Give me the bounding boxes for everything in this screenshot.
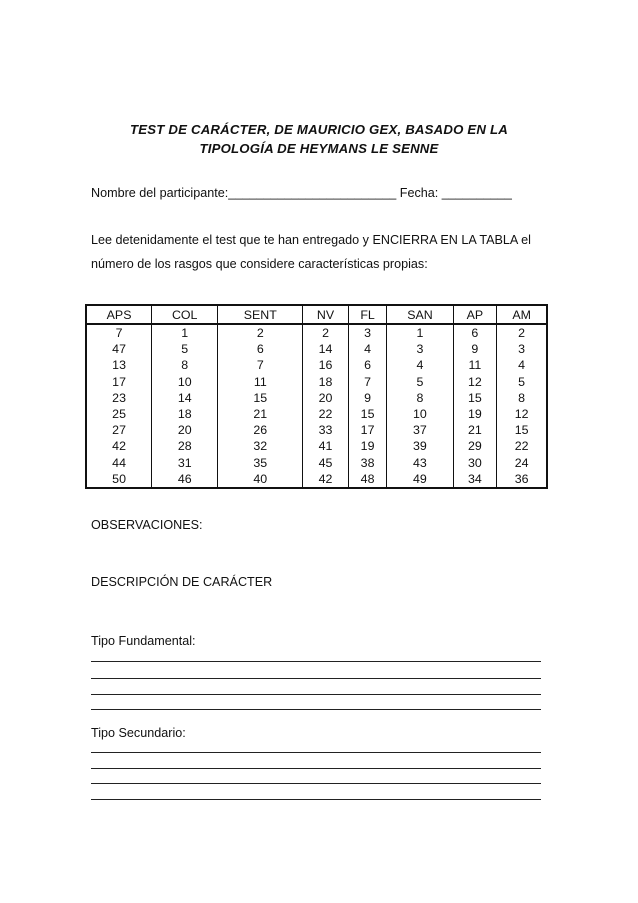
table-cell[interactable]: 2	[218, 324, 303, 341]
instruction-line-1: Lee detenidamente el test que te han entregado y ENCIERRA EN LA TABLA el	[91, 233, 531, 247]
table-cell[interactable]: 25	[112, 407, 126, 422]
table-cell[interactable]: 3	[497, 341, 547, 357]
table-cell[interactable]: 34	[453, 471, 497, 488]
table-cell[interactable]: 32	[218, 438, 303, 454]
table-cell[interactable]: 2	[497, 324, 547, 341]
table-cell[interactable]: 11	[453, 357, 497, 373]
table-cell[interactable]: 27	[112, 423, 126, 438]
table-cell[interactable]: 15	[218, 390, 303, 406]
table-cell[interactable]: 18	[303, 374, 348, 390]
answer-line[interactable]	[91, 783, 541, 784]
table-cell[interactable]: 38	[348, 455, 387, 471]
table-cell[interactable]: 33	[303, 422, 348, 438]
table-cell[interactable]: 14	[152, 390, 218, 406]
character-description-label: DESCRIPCIÓN DE CARÁCTER	[91, 575, 273, 589]
table-cell[interactable]: 20	[152, 422, 218, 438]
table-cell[interactable]: 23	[112, 390, 126, 405]
table-cell[interactable]: 18	[152, 406, 218, 422]
table-cell[interactable]: 6	[453, 324, 497, 341]
table-row	[86, 471, 547, 488]
table-row	[86, 455, 547, 471]
table-cell[interactable]: 9	[453, 341, 497, 357]
table-cell[interactable]: 50	[112, 471, 126, 486]
table-cell[interactable]: 44	[112, 455, 126, 470]
answer-line[interactable]	[91, 661, 541, 662]
table-cell[interactable]: 8	[497, 390, 547, 406]
table-cell[interactable]: 17	[348, 422, 387, 438]
answer-line[interactable]	[91, 768, 541, 769]
table-cell[interactable]: 1	[387, 324, 453, 341]
table-cell[interactable]: 10	[387, 406, 453, 422]
table-cell[interactable]: 21	[453, 422, 497, 438]
table-cell[interactable]: 48	[348, 471, 387, 488]
table-row	[86, 438, 547, 454]
table-cell[interactable]: 7	[218, 357, 303, 373]
table-cell[interactable]: 10	[152, 374, 218, 390]
table-cell[interactable]: 3	[387, 341, 453, 357]
table-cell[interactable]: 26	[218, 422, 303, 438]
table-cell[interactable]: 47	[112, 342, 126, 357]
table-cell[interactable]: 1	[152, 324, 218, 341]
table-cell[interactable]: 22	[497, 438, 547, 454]
table-header-row	[86, 305, 547, 324]
table-cell[interactable]: 28	[152, 438, 218, 454]
table-cell[interactable]: 40	[218, 471, 303, 488]
participant-name-date-line: Nombre del participante:________________________ Fecha: __________	[91, 186, 512, 200]
table-cell[interactable]: 6	[348, 357, 387, 373]
table-cell[interactable]: 15	[453, 390, 497, 406]
table-cell[interactable]: 49	[387, 471, 453, 488]
observations-label: OBSERVACIONES:	[91, 518, 203, 532]
table-cell[interactable]: 7	[115, 326, 123, 341]
table-cell[interactable]: 5	[497, 374, 547, 390]
column-header: SENT	[218, 305, 303, 324]
table-cell[interactable]: 4	[387, 357, 453, 373]
table-cell[interactable]: 15	[497, 422, 547, 438]
table-cell[interactable]: 37	[387, 422, 453, 438]
table-cell[interactable]: 12	[453, 374, 497, 390]
table-cell[interactable]: 5	[387, 374, 453, 390]
table-cell[interactable]: 39	[387, 438, 453, 454]
table-cell[interactable]: 4	[497, 357, 547, 373]
table-cell[interactable]: 5	[152, 341, 218, 357]
instruction-line-2: número de los rasgos que considere características propias:	[91, 257, 428, 271]
column-header: AP	[453, 305, 497, 324]
secondary-type-label: Tipo Secundario:	[91, 726, 186, 740]
table-cell[interactable]: 19	[453, 406, 497, 422]
table-row	[86, 374, 547, 390]
traits-table	[85, 304, 548, 489]
table-cell[interactable]: 24	[497, 455, 547, 471]
table-cell[interactable]: 20	[303, 390, 348, 406]
table-cell[interactable]: 35	[218, 455, 303, 471]
answer-line[interactable]	[91, 752, 541, 753]
table-cell[interactable]: 12	[497, 406, 547, 422]
table-row	[86, 406, 547, 422]
table-cell[interactable]: 8	[152, 357, 218, 373]
table-cell[interactable]: 31	[152, 455, 218, 471]
document-title	[90, 120, 548, 158]
table-cell[interactable]: 8	[387, 390, 453, 406]
answer-line[interactable]	[91, 678, 541, 679]
title-line-2: TIPOLOGÍA DE HEYMANS LE SENNE	[199, 141, 439, 156]
table-row	[86, 324, 547, 341]
table-cell[interactable]: 13	[112, 358, 126, 373]
answer-line[interactable]	[91, 709, 541, 710]
table-cell[interactable]: 6	[218, 341, 303, 357]
answer-line[interactable]	[91, 694, 541, 695]
table-cell[interactable]: 42	[112, 439, 126, 454]
table-cell[interactable]: 30	[453, 455, 497, 471]
table-cell[interactable]: 14	[303, 341, 348, 357]
table-cell[interactable]: 17	[112, 374, 126, 389]
answer-line[interactable]	[91, 799, 541, 800]
table-body	[86, 324, 547, 488]
table-cell[interactable]: 19	[348, 438, 387, 454]
table-cell[interactable]: 42	[303, 471, 348, 488]
table-cell[interactable]: 36	[497, 471, 547, 488]
table-cell[interactable]: 3	[348, 324, 387, 341]
table-cell[interactable]: 4	[348, 341, 387, 357]
table-cell[interactable]: 21	[218, 406, 303, 422]
table-cell[interactable]: 29	[453, 438, 497, 454]
table-cell[interactable]: 11	[218, 374, 303, 390]
title-line-1: TEST DE CARÁCTER, DE MAURICIO GEX, BASADO EN LA	[130, 122, 508, 137]
column-header: FL	[348, 305, 387, 324]
fundamental-type-label: Tipo Fundamental:	[91, 634, 196, 648]
table-row	[86, 390, 547, 406]
column-header: AM	[497, 305, 547, 324]
table-row	[86, 422, 547, 438]
table-cell[interactable]: 43	[387, 455, 453, 471]
column-header: SAN	[387, 305, 453, 324]
table-cell[interactable]: 22	[303, 406, 348, 422]
table-cell[interactable]: 45	[303, 455, 348, 471]
column-header: COL	[152, 305, 218, 324]
table-row	[86, 341, 547, 357]
table-row	[86, 357, 547, 373]
table-cell[interactable]: 2	[303, 324, 348, 341]
column-header: APS	[86, 305, 152, 324]
table-cell[interactable]: 46	[152, 471, 218, 488]
column-header: NV	[303, 305, 348, 324]
table-cell[interactable]: 41	[303, 438, 348, 454]
table-cell[interactable]: 9	[348, 390, 387, 406]
table-cell[interactable]: 15	[348, 406, 387, 422]
table-cell[interactable]: 16	[303, 357, 348, 373]
table-cell[interactable]: 7	[348, 374, 387, 390]
